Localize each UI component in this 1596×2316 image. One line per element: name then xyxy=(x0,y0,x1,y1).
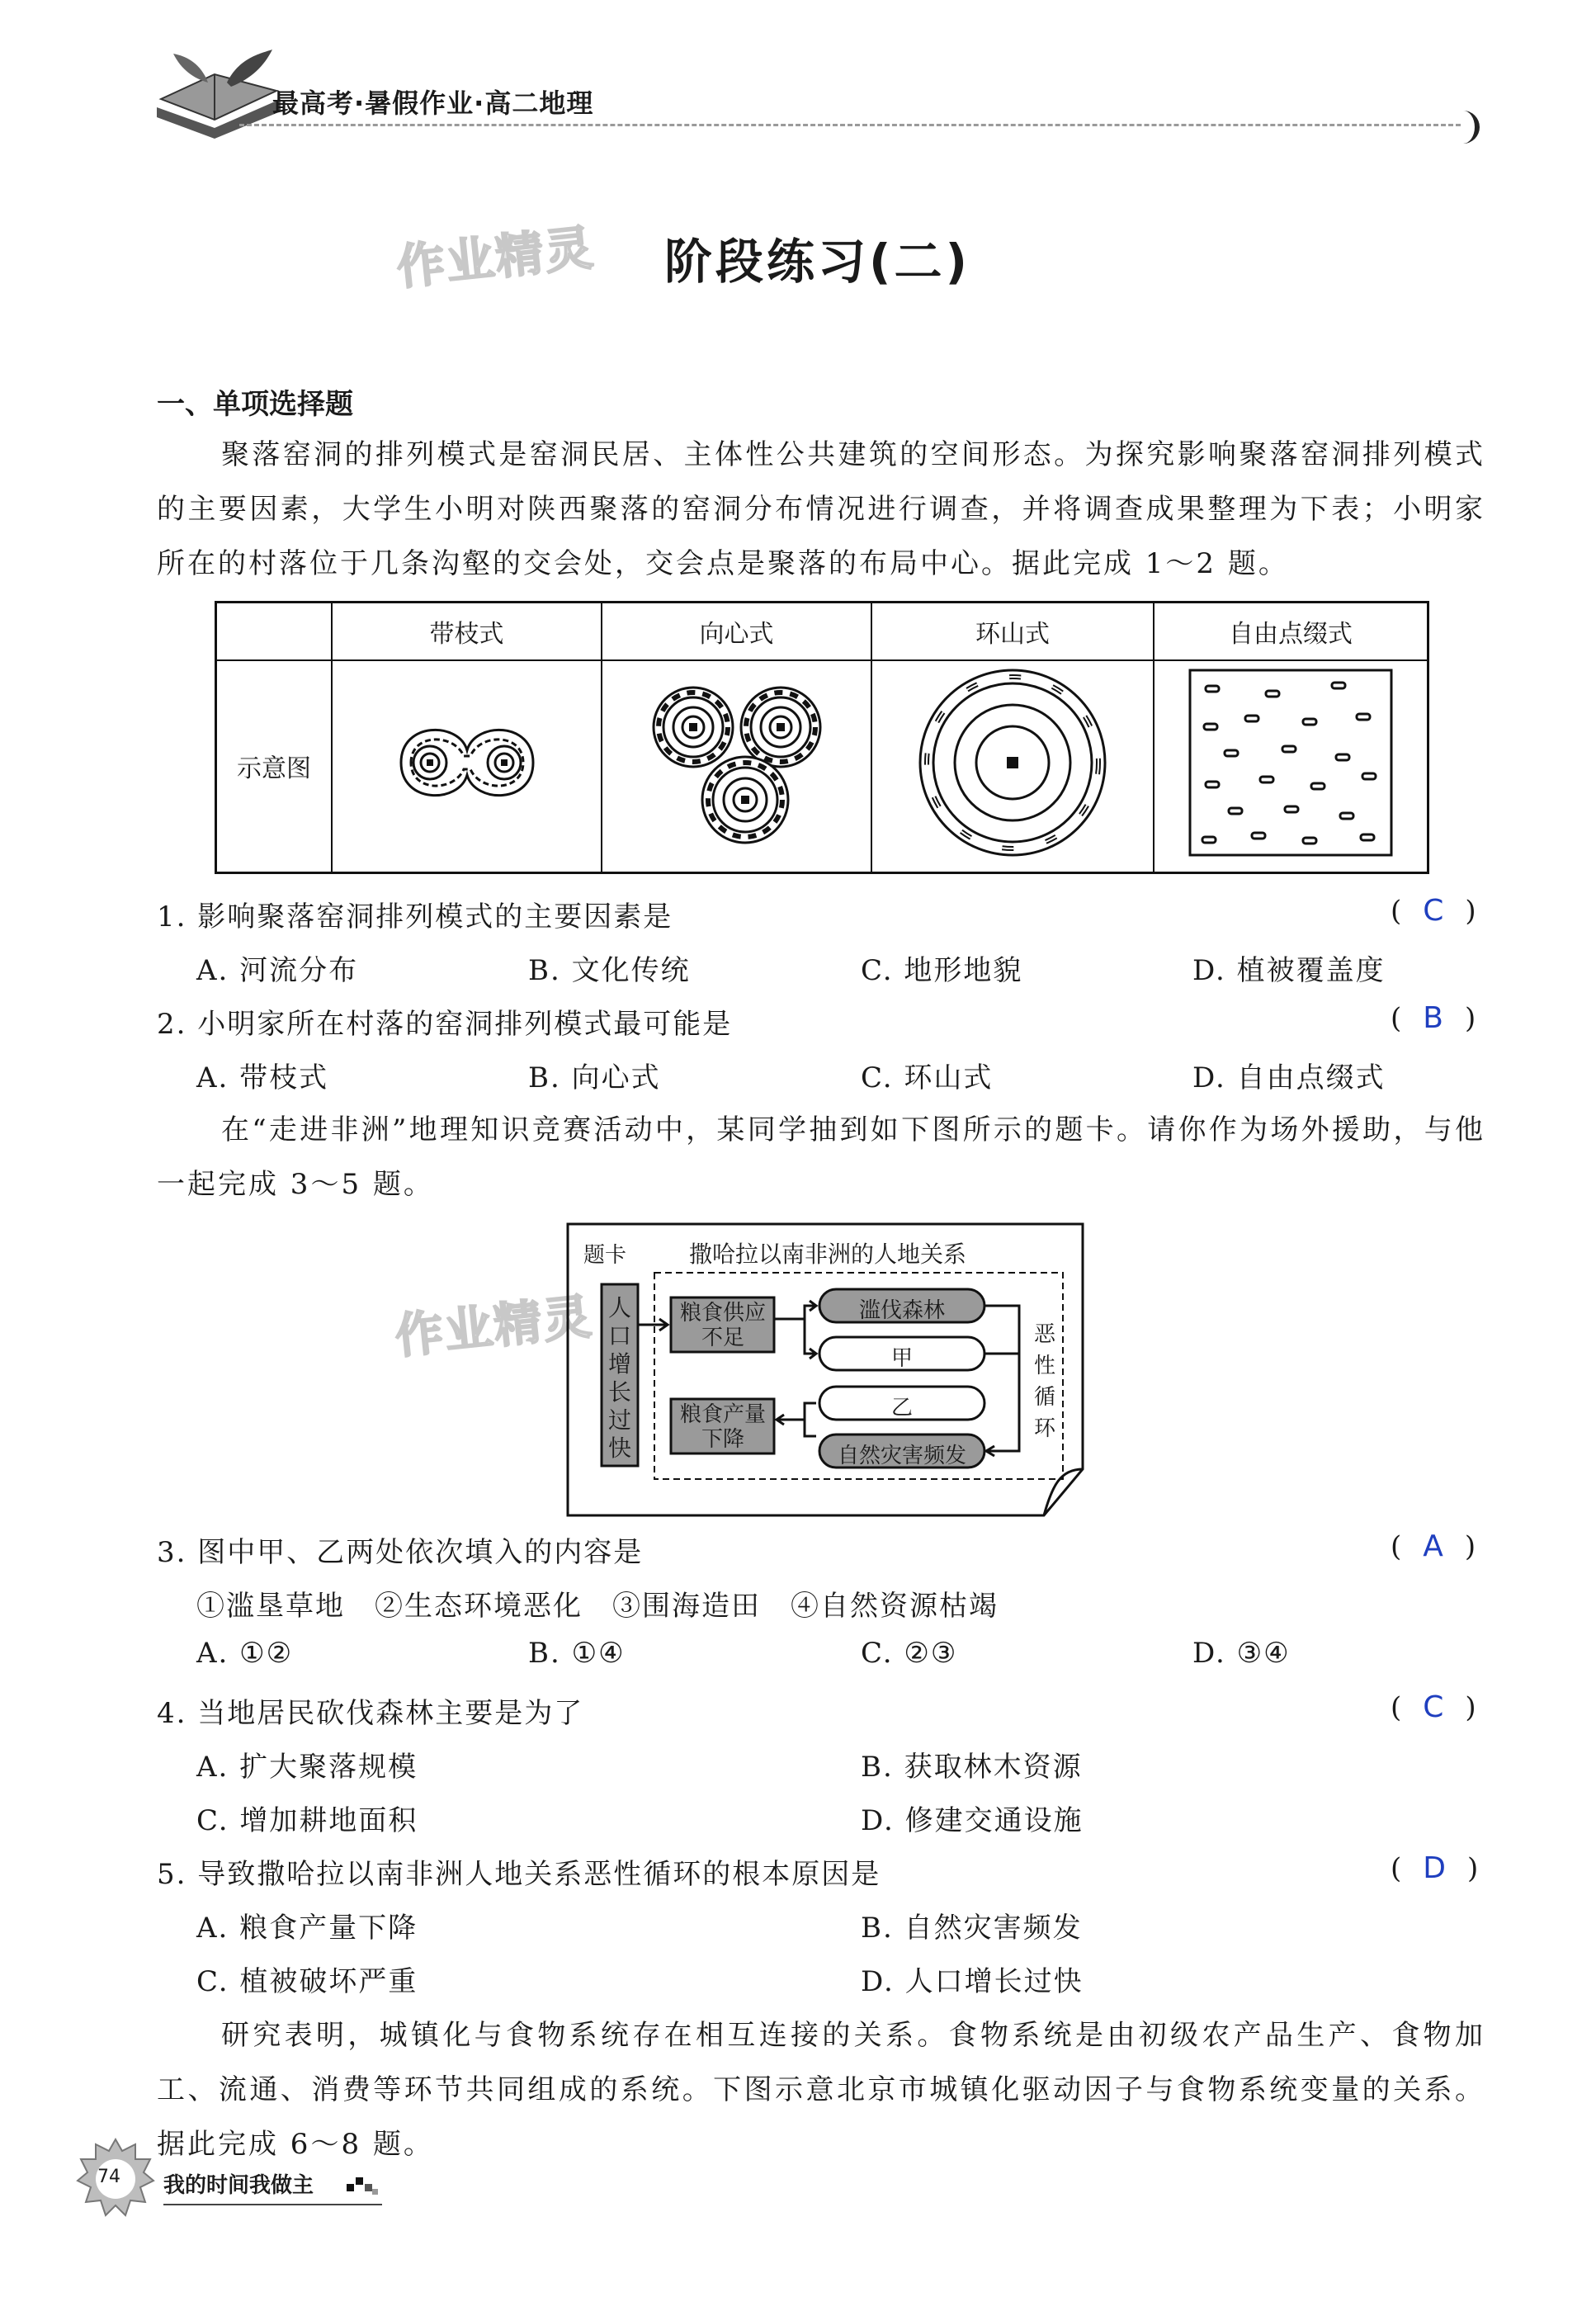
q3-answer: ( A ) xyxy=(1391,1529,1476,1563)
q5-option-a: A. 粮食产量下降 xyxy=(196,1912,418,1945)
section-heading: 一、单项选择题 xyxy=(157,388,353,421)
box-population-growth: 人口增长过快 xyxy=(607,1294,631,1462)
q4-option-c: C. 增加耕地面积 xyxy=(196,1804,418,1837)
settlement-pattern-table xyxy=(215,601,1429,874)
diagram-scatter xyxy=(1154,660,1428,873)
q1-option-a: A. 河流分布 xyxy=(196,954,359,987)
capsule-yi: 乙 xyxy=(890,1396,913,1420)
q1-option-b: B. 文化传统 xyxy=(528,954,691,987)
capsule-jia: 甲 xyxy=(890,1346,913,1371)
q2-option-a: A. 带枝式 xyxy=(196,1061,329,1094)
watermark-2: 作业精灵 xyxy=(392,1288,596,1365)
table-header-3: 环山式 xyxy=(871,603,1154,660)
capsule-deforestation: 滥伐森林 xyxy=(858,1298,945,1323)
footer-divider xyxy=(163,2204,382,2205)
box-yield-decline: 粮食产量下降 xyxy=(679,1402,766,1452)
header-moon-icon xyxy=(1457,109,1490,149)
q5-option-b: B. 自然灾害频发 xyxy=(861,1912,1083,1945)
table-corner xyxy=(216,603,333,660)
q1-answer: ( C ) xyxy=(1391,894,1476,928)
q5-option-c: C. 植被破坏严重 xyxy=(196,1965,418,1998)
header-text: 最高考·暑假作业·高二地理 xyxy=(272,87,594,119)
q2-option-d: D. 自由点缀式 xyxy=(1192,1061,1386,1094)
question-card-diagram xyxy=(565,1222,1085,1519)
diagram-ring xyxy=(871,660,1154,873)
q4-option-d: D. 修建交通设施 xyxy=(861,1804,1084,1837)
q3-items: ①滥垦草地 ②生态环境恶化 ③围海造田 ④自然资源枯竭 xyxy=(196,1590,999,1623)
q3-option-a: A. ①② xyxy=(196,1637,294,1670)
q4-stem: 4. 当地居民砍伐森林主要是为了 xyxy=(157,1697,584,1730)
footer-squares-icon xyxy=(347,2172,380,2200)
table-header-2: 向心式 xyxy=(602,603,871,660)
q3-option-c: C. ②③ xyxy=(861,1637,958,1670)
capsule-disasters: 自然灾害频发 xyxy=(837,1444,966,1468)
watermark: 作业精灵 xyxy=(394,219,597,296)
intro-paragraph-3: 研究表明，城镇化与食物系统存在相互连接的关系。食物系统是由初级农产品生产、食物加工、流通、消费等环节共同组成的系统。下图示意北京市城镇化驱动因子与食物系统变量的关系。据此完成 6～8 题。 xyxy=(157,2019,1485,2161)
q3-option-d: D. ③④ xyxy=(1192,1637,1291,1670)
q3-option-b: B. ①④ xyxy=(528,1637,626,1670)
table-header-4: 自由点缀式 xyxy=(1154,603,1428,660)
q2-option-c: C. 环山式 xyxy=(861,1061,994,1094)
q5-answer: ( D ) xyxy=(1391,1851,1479,1885)
book-logo-icon xyxy=(149,50,289,144)
footer-slogan: 我的时间我做主 xyxy=(163,2173,314,2198)
q2-answer-value: B xyxy=(1423,1001,1443,1035)
diagram-dumbbell xyxy=(332,660,602,873)
table-header-1: 带枝式 xyxy=(332,603,602,660)
q4-answer-value: C xyxy=(1423,1690,1444,1724)
header-divider xyxy=(239,124,1461,126)
q5-stem: 5. 导致撒哈拉以南非洲人地关系恶性循环的根本原因是 xyxy=(157,1858,881,1891)
q2-answer: ( B ) xyxy=(1391,1001,1476,1035)
q4-option-b: B. 获取林木资源 xyxy=(861,1751,1083,1784)
q4-answer: ( C ) xyxy=(1391,1690,1476,1724)
q1-option-d: D. 植被覆盖度 xyxy=(1192,954,1386,987)
q1-answer-value: C xyxy=(1423,894,1444,928)
q2-stem: 2. 小明家所在村落的窑洞排列模式最可能是 xyxy=(157,1008,733,1041)
table-row-label: 示意图 xyxy=(216,660,333,873)
q1-option-c: C. 地形地貌 xyxy=(861,954,1023,987)
diagram-centripetal xyxy=(602,660,871,873)
page-number: 74 xyxy=(97,2167,120,2187)
q1-stem: 1. 影响聚落窑洞排列模式的主要因素是 xyxy=(157,900,673,933)
q2-option-b: B. 向心式 xyxy=(528,1061,661,1094)
card-title: 撒哈拉以南非洲的人地关系 xyxy=(689,1241,967,1268)
box-food-shortage: 粮食供应不足 xyxy=(679,1301,766,1350)
vicious-cycle-label: 恶性循环 xyxy=(1032,1319,1058,1444)
q3-stem: 3. 图中甲、乙两处依次填入的内容是 xyxy=(157,1536,644,1569)
intro-paragraph-1: 聚落窑洞的排列模式是窑洞民居、主体性公共建筑的空间形态。为探究影响聚落窑洞排列模式的主要因素，大学生小明对陕西聚落的窑洞分布情况进行调查，并将调查成果整理为下表；小明家所在的村落位于几条沟壑的交会处，交会点是聚落的布局中心。据此完成 1～2 题。 xyxy=(157,438,1485,580)
intro-paragraph-2: 在“走进非洲”地理知识竞赛活动中，某同学抽到如下图所示的题卡。请你作为场外援助，与他一起完成 3～5 题。 xyxy=(157,1113,1485,1201)
page-title: 阶段练习(二) xyxy=(664,234,971,290)
q5-option-d: D. 人口增长过快 xyxy=(861,1965,1084,1998)
q5-answer-value: D xyxy=(1423,1851,1446,1885)
q3-answer-value: A xyxy=(1423,1529,1443,1563)
card-label: 题卡 xyxy=(583,1243,627,1268)
q4-option-a: A. 扩大聚落规模 xyxy=(196,1751,418,1784)
